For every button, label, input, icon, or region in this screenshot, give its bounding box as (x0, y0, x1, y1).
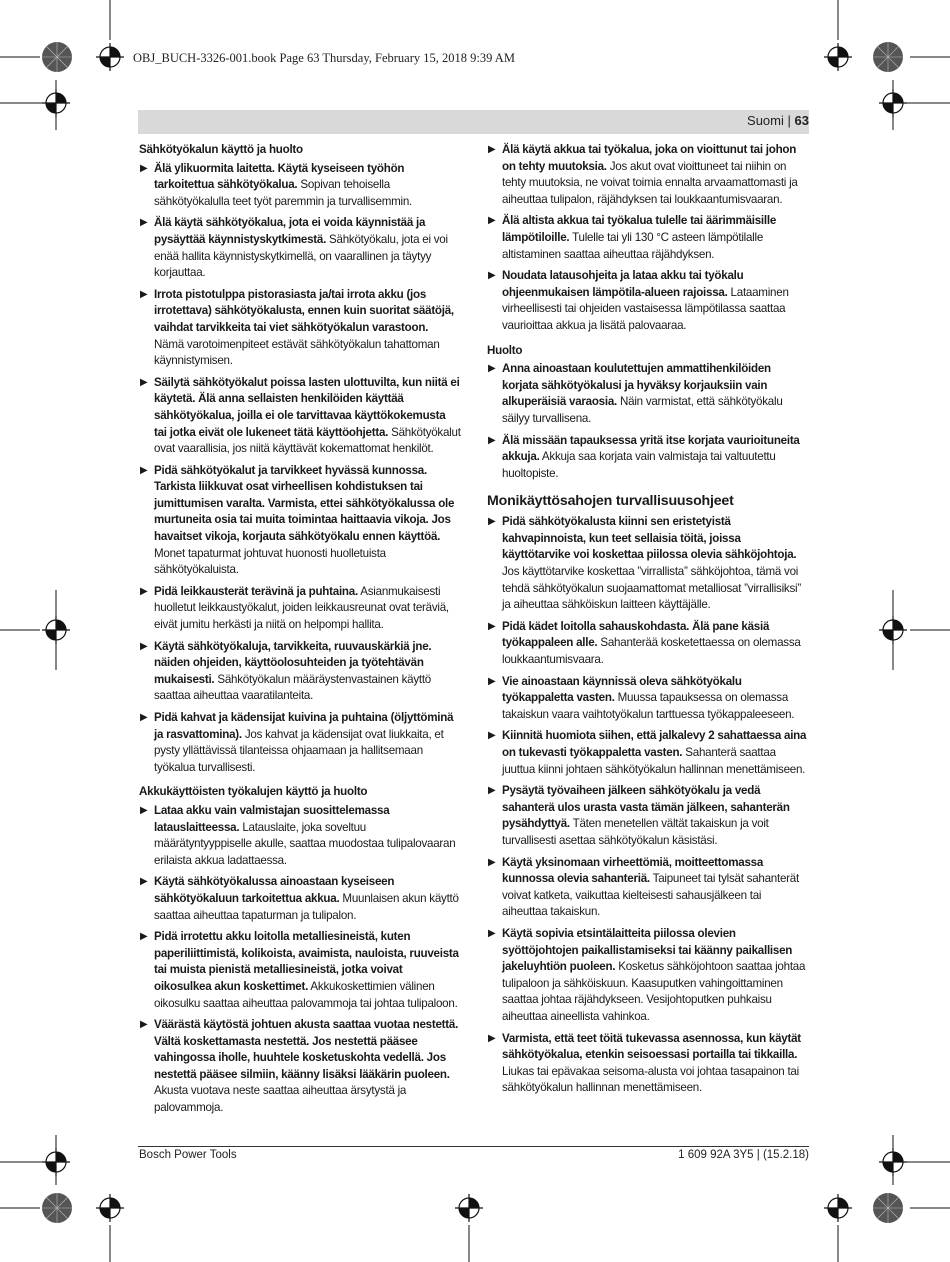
print-slug: OBJ_BUCH-3326-001.book Page 63 Thursday, February 15, 2018 9:39 AM (133, 51, 515, 65)
instruction-bold: Käytä yksinomaan virheettömiä, moitteettomassa kunnossa olevia sahanteriä. (502, 855, 764, 886)
instruction-text: Sopivan tehoisella sähkötyökalulla teet työt paremmin ja turvallisemmin. (154, 178, 413, 208)
instruction-text: Sahanterää kosketettaessa on olemassa loukkaantumisvaara. (502, 636, 801, 667)
safety-instruction (139, 375, 461, 458)
bullet-triangle-icon: ▶ (488, 730, 496, 742)
instruction-bold: Älä käytä akkua tai työkalua, joka on vioittunut tai johon on tehty muutoksia. (502, 143, 797, 173)
safety-instruction (487, 783, 809, 849)
safety-instruction (487, 433, 809, 483)
instruction-text: Sähkötyökalun määräystenvastainen käyttö saattaa aiheuttaa vaaratilanteita. (154, 672, 432, 703)
bullet-triangle-icon: ▶ (488, 927, 496, 939)
safety-instruction (139, 215, 461, 281)
instruction-bold: Pidä kahvat ja kädensijat kuivina ja puhtaina (öljyttöminä ja rasvattomina). (154, 711, 454, 741)
section-heading: Akkukäyttöisten työkalujen käyttö ja huolto (139, 785, 368, 799)
instruction-bold: Pidä sähkötyökalut ja tarvikkeet hyvässä kunnossa. Tarkista liikkuvat osat virheellisen kohdistuksen tai jumittumisen varalta. Varmista, ettei sähkötyökalussa ole murtuneita osia tai muita toimintaa haittaavia vikoja. Jos havaitset vikoja, korjauta sähkötyökalu ennen käyttöä. (154, 463, 455, 544)
instruction-bold: Varmista, että teet töitä tukevassa asennossa, kun käytät sähkötyökalua, etenkin seisoessasi portailla tai tikkailla. (502, 1031, 801, 1062)
bullet-triangle-icon: ▶ (488, 434, 496, 446)
instruction-bold: Vie ainoastaan käynnissä oleva sähkötyökalu työkappaletta vasten. (502, 674, 742, 705)
instruction-text: Sahanterä saattaa juuttua kiinni johtaen sähkötyökalun hallinnan menettämiseen. (502, 746, 806, 776)
instruction-text: Jos käyttötarvike koskettaa ”virrallista” sähköjohtoa, tämä voi tehdä sähkötyökalun suojaamattomat metalliosat ”virrallisiksi” ja aiheuttaa sähköiskun laitteen käyttäjälle. (502, 565, 801, 612)
instruction-text: Liukas tai epävakaa seisoma-alusta voi johtaa tasapainon tai sähkötyökalun hallinnan menettämiseen. (502, 1064, 799, 1095)
bullet-triangle-icon: ▶ (140, 464, 148, 476)
section-heading: Huolto (487, 343, 523, 357)
instruction-text: Akkukoskettimien välinen oikosulku saattaa aiheuttaa palovammoja tai johtaa tulipaloon. (154, 979, 458, 1010)
instruction-text: Asianmukaisesti huolletut leikkaustyökalut, joiden leikkausreunat ovat teräviä, eivät jumitu herkästi ja niitä on helpompi hallita. (154, 584, 449, 632)
instruction-bold: Pidä kädet loitolla sahauskohdasta. Älä pane käsiä työkappaleen alle. (502, 619, 770, 650)
instruction-bold: Älä altista akkua tai työkalua tulelle tai äärimmäisille lämpötiloille. (502, 214, 777, 244)
instruction-text: Näin varmistat, että sähkötyökalu säilyy turvallisena. (502, 395, 783, 425)
bullet-triangle-icon: ▶ (488, 144, 496, 155)
safety-instruction (487, 855, 809, 921)
safety-instruction (487, 268, 809, 334)
instruction-bold: Noudata latausohjeita ja lataa akku tai työkalu ohjeenmukaisen lämpötila-alueen rajoissa. (502, 269, 744, 299)
bullet-triangle-icon: ▶ (140, 1019, 148, 1031)
instruction-bold: Käytä sopivia etsintälaitteita piilossa olevien syöttöjohtojen paikallistamiseksi tai käänny paikallisen jakeluyhtiön puoleen. (502, 926, 793, 974)
safety-instruction (487, 514, 809, 614)
instruction-bold: Kiinnitä huomiota siihen, että jalkalevy 2 sahattaessa aina on tukevasti työkappaletta vasten. (502, 729, 807, 759)
bullet-triangle-icon: ▶ (140, 585, 148, 597)
instruction-bold: Käytä sähkötyökaluja, tarvikkeita, ruuvauskärkiä jne. näiden ohjeiden, käyttöolosuhteiden ja työtehtävän mukaisesti. (154, 639, 432, 686)
bullet-triangle-icon: ▶ (140, 876, 148, 888)
safety-instruction (487, 142, 809, 208)
header-separator: | (787, 113, 791, 128)
safety-instruction (487, 728, 809, 778)
bullet-triangle-icon: ▶ (488, 1032, 496, 1044)
instruction-text: Muunlaisen akun käyttö saattaa aiheuttaa tapaturman ja tulipalon. (154, 891, 459, 922)
instruction-text: Jos akut ovat vioittuneet tai niihin on tehty muutoksia, ne voivat toimia ennalta arvaamattomasti ja aiheuttaa tulipalon, räjähdyksen tai loukkaantumisvaaran. (502, 159, 798, 206)
bullet-triangle-icon: ▶ (488, 620, 496, 632)
instruction-text: Akkuja saa korjata vain valmistaja tai valtuutettu huoltopiste. (502, 450, 776, 480)
footer-rule (138, 1146, 809, 1147)
safety-instruction (487, 1031, 809, 1097)
safety-instruction (487, 213, 809, 263)
instruction-text: Akusta vuotava neste saattaa aiheuttaa ärsytystä ja palovammoja. (154, 1084, 407, 1115)
safety-instruction (139, 161, 461, 211)
instruction-text: Latauslaite, joka soveltuu määrätyntyyppiselle akulle, saattaa muodostaa tulipalovaaran erilaista akkua ladattaessa. (154, 820, 456, 867)
footer-doc-number: 1 609 92A 3Y5 | (15.2.18) (678, 1149, 809, 1161)
bullet-triangle-icon: ▶ (488, 363, 496, 375)
safety-instruction (487, 674, 809, 724)
page-number: 63 (794, 113, 809, 128)
safety-instruction (139, 803, 461, 869)
bullet-triangle-icon: ▶ (140, 162, 148, 174)
bullet-triangle-icon: ▶ (488, 675, 496, 687)
header-language: Suomi (747, 113, 784, 128)
chapter-heading: Monikäyttösahojen turvallisuusohjeet (487, 493, 734, 510)
bullet-triangle-icon: ▶ (140, 931, 148, 943)
safety-instruction (139, 584, 461, 634)
instruction-bold: Pidä leikkausterät terävinä ja puhtaina. (154, 584, 358, 598)
header-band (138, 110, 809, 134)
bullet-triangle-icon: ▶ (488, 856, 496, 868)
bullet-triangle-icon: ▶ (140, 712, 148, 723)
safety-instruction (139, 710, 461, 776)
section-heading: Sähkötyökalun käyttö ja huolto (139, 143, 303, 156)
instruction-text: Muussa tapauksessa on olemassa takaiskun vaara vaihtotyökalun tarttuessa työkappaleeseen. (502, 691, 795, 721)
bullet-triangle-icon: ▶ (488, 270, 496, 282)
instruction-text: Nämä varotoimenpiteet estävät sähkötyökalun tahattoman käynnistymisen. (154, 337, 440, 368)
footer-brand: Bosch Power Tools (139, 1149, 237, 1161)
safety-instruction (139, 874, 461, 924)
bullet-triangle-icon: ▶ (140, 804, 148, 816)
instruction-text: Jos kahvat ja kädensijat ovat liukkaita, et pysty yllättävissä tilanteissa ohjaamaan ja hallitsemaan työkalua turvallisesti. (154, 727, 444, 774)
instruction-text: Lataaminen virheellisesti tai ohjeiden vastaisessa lämpötilassa saattaa vaurioittaa akkua ja lisätä palovaaraa. (502, 285, 789, 332)
instruction-bold: Älä ylikuormita laitetta. Käytä kyseiseen työhön tarkoitettua sähkötyökalua. (154, 161, 405, 192)
instruction-bold: Säilytä sähkötyökalut poissa lasten ulottuvilta, kun niitä ei käytetä. Älä anna sellaisten henkilöiden käyttää sähkötyökalua, joilla ei ole tarvittavaa käyttökokemusta tai jotka eivät ole lukeneet tätä käyttöohjetta. (154, 375, 460, 439)
instruction-bold: Pidä irrotettu akku loitolla metalliesineistä, kuten paperiliittimistä, kolikoista, avaimista, nauloista, ruuveista tai muista pienistä metalliesineistä, jotka voivat oikosulkea akun koskettimet. (154, 930, 459, 993)
bullet-triangle-icon: ▶ (488, 785, 496, 797)
safety-instruction (487, 926, 809, 1026)
safety-instruction (487, 619, 809, 669)
instruction-bold: Lataa akku vain valmistajan suosittelemassa latauslaitteessa. (154, 803, 390, 834)
instruction-bold: Pidä sähkötyökalusta kiinni sen eristetyistä kahvapinnoista, kun teet sellaisia töitä, joissa käyttötarvike voi koskettaa piilossa olevia sähköjohtoja. (502, 515, 797, 562)
bullet-triangle-icon: ▶ (488, 516, 496, 528)
instruction-bold: Älä missään tapauksessa yritä itse korjata vaurioituneita akkuja. (502, 433, 800, 464)
instruction-bold: Käytä sähkötyökalussa ainoastaan kyseiseen sähkötyökaluun tarkoitettua akkua. (154, 875, 395, 905)
bullet-triangle-icon: ▶ (140, 640, 148, 652)
instruction-bold: Irrota pistotulppa pistorasiasta ja/tai irrota akku (jos irrotettava) sähkötyökalusta, ennen kuin suoritat säätöjä, vaihdat tarvikkeita tai viet sähkötyökalun varastoon. (154, 287, 454, 334)
instruction-text: Sähkötyökalu, jota ei voi enää hallita käynnistyskytkimellä, on vaarallinen ja täytyy korjauttaa. (154, 232, 448, 280)
right-column (487, 142, 809, 1102)
safety-instruction (139, 287, 461, 370)
safety-instruction (139, 929, 461, 1012)
instruction-text: Tulelle tai yli 130 °C asteen lämpötilalle altistaminen saattaa aiheuttaa räjähdyksen. (502, 230, 764, 261)
bullet-triangle-icon: ▶ (140, 217, 148, 229)
instruction-bold: Väärästä käytöstä johtuen akusta saattaa vuotaa nestettä. Vältä koskettamasta nestettä. Jos nestettä pääsee vahingossa iholle, huuhtele kosketuskohta vedellä. Jos nestettä pääsee silmiin, käänny lisäksi lääkärin puoleen. (154, 1018, 459, 1081)
bullet-triangle-icon: ▶ (488, 215, 496, 227)
left-column (139, 142, 461, 1122)
instruction-text: Täten menetellen vältät takaiskun ja voit turvallisesti asettaa sähkötyökalun käsistäsi. (502, 817, 769, 847)
instruction-text: Kosketus sähköjohtoon saattaa johtaa tulipaloon ja sähköiskuun. Kaasuputken vahingoittaminen saattaa johtaa räjähdykseen. Vesijohtoputken puhkaisu aiheuttaa aineellista vahinkoa. (502, 960, 806, 1023)
instruction-bold: Pysäytä työvaiheen jälkeen sähkötyökalu ja vedä sahanterä ulos urasta vasta tämän jälkeen, sahanterän pysähdyttyä. (502, 784, 790, 831)
instruction-text: Taipuneet tai tylsät sahanterät voivat katketa, vaikuttaa kielteisesti sahausjälkeen tai aiheuttaa takaiskun. (502, 872, 799, 919)
safety-instruction (139, 639, 461, 705)
instruction-bold: Anna ainoastaan koulutettujen ammattihenkilöiden korjata sähkötyökalusi ja hyväksy korjauksiin vain alkuperäisiä varaosia. (502, 362, 771, 409)
bullet-triangle-icon: ▶ (140, 288, 148, 300)
instruction-bold: Älä käytä sähkötyökalua, jota ei voida käynnistää ja pysäyttää käynnistyskytkimestä. (154, 216, 426, 246)
safety-instruction (139, 463, 461, 579)
page-header (747, 113, 809, 128)
safety-instruction (487, 361, 809, 427)
safety-instruction (139, 1017, 461, 1117)
bullet-triangle-icon: ▶ (140, 376, 148, 388)
instruction-text: Sähkötyökalut ovat vaarallisia, jos niitä käyttävät kokemattomat henkilöt. (154, 425, 461, 456)
instruction-text: Monet tapaturmat johtuvat huonosti huolletuista sähkötyökaluista. (154, 546, 386, 577)
